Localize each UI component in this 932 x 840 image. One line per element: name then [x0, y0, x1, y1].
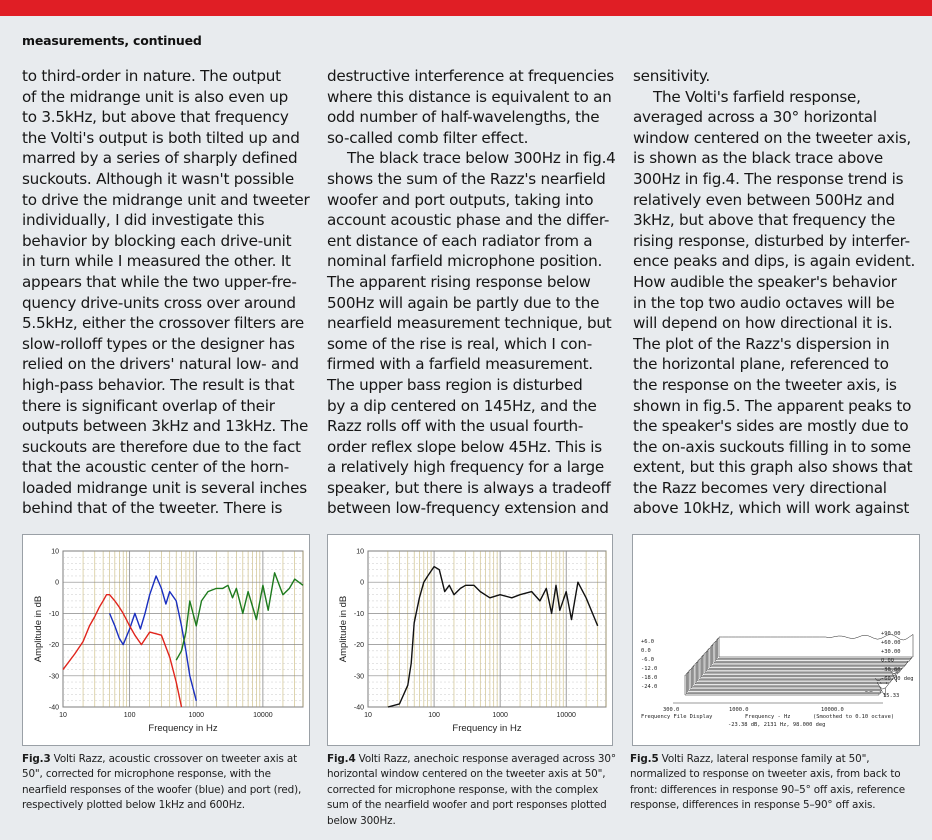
y-tick-label: -30	[353, 673, 364, 681]
paragraph	[327, 66, 617, 148]
text-line: sensitivity.	[633, 67, 710, 85]
x-tick-label: 1000	[492, 712, 508, 719]
text-line: speaker, but there is always a tradeoff	[327, 478, 611, 497]
x-axis-label: Frequency in Hz	[452, 723, 522, 734]
text-line: between low-frequency extension and	[327, 499, 609, 518]
text-line: odd number of half-wavelengths, the	[327, 108, 600, 127]
text-line: firmed with a farfield measurement.	[327, 355, 593, 374]
text-line: The plot of the Razz's dispersion in	[633, 334, 890, 353]
text-line: averaged across a 30° horizontal	[633, 108, 877, 127]
text-line: that the acoustic center of the horn-	[22, 458, 289, 477]
y-tick-label: +6.0	[641, 639, 654, 645]
fig4-caption-text: Volti Razz, anechoic response averaged across 30° horizontal window centered on the tweeter axis at 50", corrected for microphone response, with the complex sum of the nearfield woofer and port responses plotted below 300Hz.	[327, 753, 616, 827]
text-line: individually, I did investigate this	[22, 211, 265, 230]
text-line: The Volti's farfield response,	[653, 87, 861, 106]
y-axis-label: Amplitude in dB	[338, 595, 349, 663]
text-line: behind that of the tweeter. There is	[22, 499, 283, 518]
footer-label: Frequency File Display	[641, 714, 713, 720]
text-line: there is significant overlap of their	[22, 396, 275, 415]
fig5-caption	[630, 752, 922, 814]
x-tick-label: 1000	[188, 712, 205, 719]
plot-area	[368, 551, 606, 707]
fig4-label: Fig.4	[327, 753, 356, 765]
text-line: Razz rolls off with the usual fourth-	[327, 417, 584, 436]
fig4-chart	[328, 535, 612, 745]
text-line: in turn while I measured the other. It	[22, 252, 291, 271]
y-tick-label: -10	[48, 610, 59, 618]
text-line: by a dip centered on 145Hz, and the	[327, 396, 597, 415]
text-line: so-called comb filter effect.	[327, 128, 529, 147]
text-line: some of the rise is real, which I con-	[327, 334, 592, 353]
text-column-3	[633, 66, 923, 519]
y-tick-label: -12.0	[641, 666, 658, 672]
y-tick-label: -6.0	[641, 657, 654, 663]
paragraph	[633, 66, 923, 87]
y-tick-label: -40	[353, 704, 364, 712]
y-tick-label: -24.0	[641, 684, 658, 690]
y-tick-label: -18.0	[641, 675, 658, 681]
text-line: 5.5kHz, either the crossover filters are	[22, 314, 305, 333]
text-line: quency drive-units cross over around	[22, 293, 296, 312]
text-line: marred by a series of sharply defined	[22, 149, 298, 168]
text-line: relatively even between 500Hz and	[633, 190, 895, 209]
text-line: ence peaks and dips, is again evident.	[633, 252, 916, 271]
text-line: The apparent rising response below	[327, 272, 591, 291]
text-line: 3kHz, but above that frequency the	[633, 211, 896, 230]
text-line: nearfield measurement technique, but	[327, 314, 612, 333]
text-line: to 3.5kHz, but above that frequency	[22, 108, 289, 127]
side-tick-label: -30.00	[881, 667, 901, 673]
x-axis-label: Frequency - Hz	[745, 714, 791, 720]
text-line: loaded midrange unit is several inches	[22, 478, 307, 497]
readout-value: 15.33	[883, 693, 900, 699]
x-tick-label: 1000.0	[729, 707, 749, 713]
text-line: above 10kHz, which will work against	[633, 499, 910, 518]
accent-bar	[0, 0, 932, 16]
text-line: the Razz becomes very directional	[633, 478, 887, 497]
fig5-label: Fig.5	[630, 753, 659, 765]
x-axis-label: Frequency in Hz	[148, 723, 218, 734]
y-tick-label: -20	[353, 642, 364, 650]
text-line: relied on the drivers' natural low- and	[22, 355, 299, 374]
text-line: the Volti's output is both tilted up and	[22, 128, 300, 147]
x-tick-label: 10	[364, 712, 372, 719]
x-tick-label: 100	[428, 712, 440, 719]
y-tick-label: 0.0	[641, 648, 651, 654]
fig3-chart-frame	[22, 534, 310, 746]
text-line: ent distance of each radiator from a	[327, 231, 593, 250]
text-line: to drive the midrange unit and tweeter	[22, 190, 310, 209]
x-tick-label: 100	[123, 712, 136, 719]
fig5-chart-frame	[632, 534, 920, 746]
paragraph	[633, 87, 923, 519]
text-line: The upper bass region is disturbed	[327, 375, 583, 394]
fig3-chart	[23, 535, 309, 745]
text-line: outputs between 3kHz and 13kHz. The	[22, 417, 309, 436]
text-line: woofer and port outputs, taking into	[327, 190, 594, 209]
paragraph	[22, 66, 312, 519]
x-tick-label: 300.0	[663, 707, 680, 713]
text-line: to third-order in nature. The output	[22, 67, 281, 85]
text-line: the response on the tweeter axis, is	[633, 375, 897, 394]
text-line: the on-axis suckouts filling in to some	[633, 437, 911, 456]
side-tick-label: +90.00	[881, 631, 901, 637]
fig3-caption	[22, 752, 312, 814]
text-line: account acoustic phase and the differ-	[327, 211, 610, 230]
section-header: measurements, continued	[22, 33, 202, 48]
side-tick-label: 0.00	[881, 658, 894, 664]
x-tick-label: 10000	[253, 712, 273, 719]
text-line: destructive interference at frequencies	[327, 67, 614, 85]
y-tick-label: -10	[353, 610, 364, 618]
y-tick-label: -20	[48, 642, 59, 650]
side-tick-label: +30.00	[881, 649, 901, 655]
text-line: shown in fig.5. The apparent peaks to	[633, 396, 912, 415]
y-tick-label: 10	[51, 548, 59, 556]
text-line: suckouts are therefore due to the fact	[22, 437, 301, 456]
text-line: behavior by blocking each drive-unit	[22, 231, 292, 250]
fig5-chart	[633, 535, 919, 745]
text-line: high-pass behavior. The result is that	[22, 375, 295, 394]
text-line: The black trace below 300Hz in fig.4	[347, 149, 616, 168]
text-line: a relatively high frequency for a large	[327, 458, 604, 477]
text-line: extent, but this graph also shows that	[633, 458, 913, 477]
text-line: is shown as the black trace above	[633, 149, 883, 168]
text-line: of the midrange unit is also even up	[22, 87, 289, 106]
y-tick-label: -30	[48, 673, 59, 681]
text-line: the speaker's sides are mostly due to	[633, 417, 909, 436]
text-line: shows the sum of the Razz's nearfield	[327, 169, 606, 188]
y-tick-label: 10	[356, 548, 364, 556]
fig4-caption	[327, 752, 617, 829]
text-line: slow-rolloff types or the designer has	[22, 334, 295, 353]
plot-area	[63, 551, 303, 707]
text-line: suckouts. Although it wasn't possible	[22, 169, 294, 188]
text-line: will depend on how directional it is.	[633, 314, 893, 333]
fig5-caption-text: Volti Razz, lateral response family at 50", normalized to response on tweeter axis, from back to front: differences in response 90–5° off axis, reference response, differences in response 5–90° off axis.	[630, 753, 905, 812]
x-tick-label: 10	[59, 712, 67, 719]
text-line: nominal farfield microphone position.	[327, 252, 603, 271]
text-column-2	[327, 66, 617, 519]
text-line: How audible the speaker's behavior	[633, 272, 897, 291]
x-tick-label: 10000	[556, 712, 576, 719]
y-tick-label: -40	[48, 704, 59, 712]
y-tick-label: 0	[360, 579, 364, 587]
text-line: order reflex slope below 45Hz. This is	[327, 437, 602, 456]
side-tick-label: +60.00	[881, 640, 901, 646]
text-column-1	[22, 66, 312, 519]
cursor-readout: -23.38 dB, 2131 Hz, 98.000 deg	[728, 722, 826, 728]
fig3-caption-text: Volti Razz, acoustic crossover on tweeter axis at 50", corrected for microphone response, with the nearfield responses of the woofer (blue) and port (red), respectively plotted below 1kHz and 600Hz.	[22, 753, 302, 812]
footer-note: (Smoothed to 0.10 octave)	[813, 714, 895, 720]
text-line: 500Hz will again be partly due to the	[327, 293, 600, 312]
x-tick-label: 10000.0	[821, 707, 844, 713]
side-tick-label: -60.00 deg	[881, 676, 914, 682]
text-line: appears that while the two upper-fre-	[22, 272, 297, 291]
text-line: window centered on the tweeter axis,	[633, 128, 911, 147]
fig4-chart-frame	[327, 534, 613, 746]
y-tick-label: 0	[55, 579, 59, 587]
text-line: the horizontal plane, referenced to	[633, 355, 889, 374]
fig3-label: Fig.3	[22, 753, 51, 765]
text-line: 300Hz in fig.4. The response trend is	[633, 169, 904, 188]
text-line: rising response, disturbed by interfer-	[633, 231, 910, 250]
paragraph	[327, 148, 617, 519]
y-axis-label: Amplitude in dB	[33, 595, 44, 663]
text-line: where this distance is equivalent to an	[327, 87, 612, 106]
text-line: in the top two audio octaves will be	[633, 293, 895, 312]
